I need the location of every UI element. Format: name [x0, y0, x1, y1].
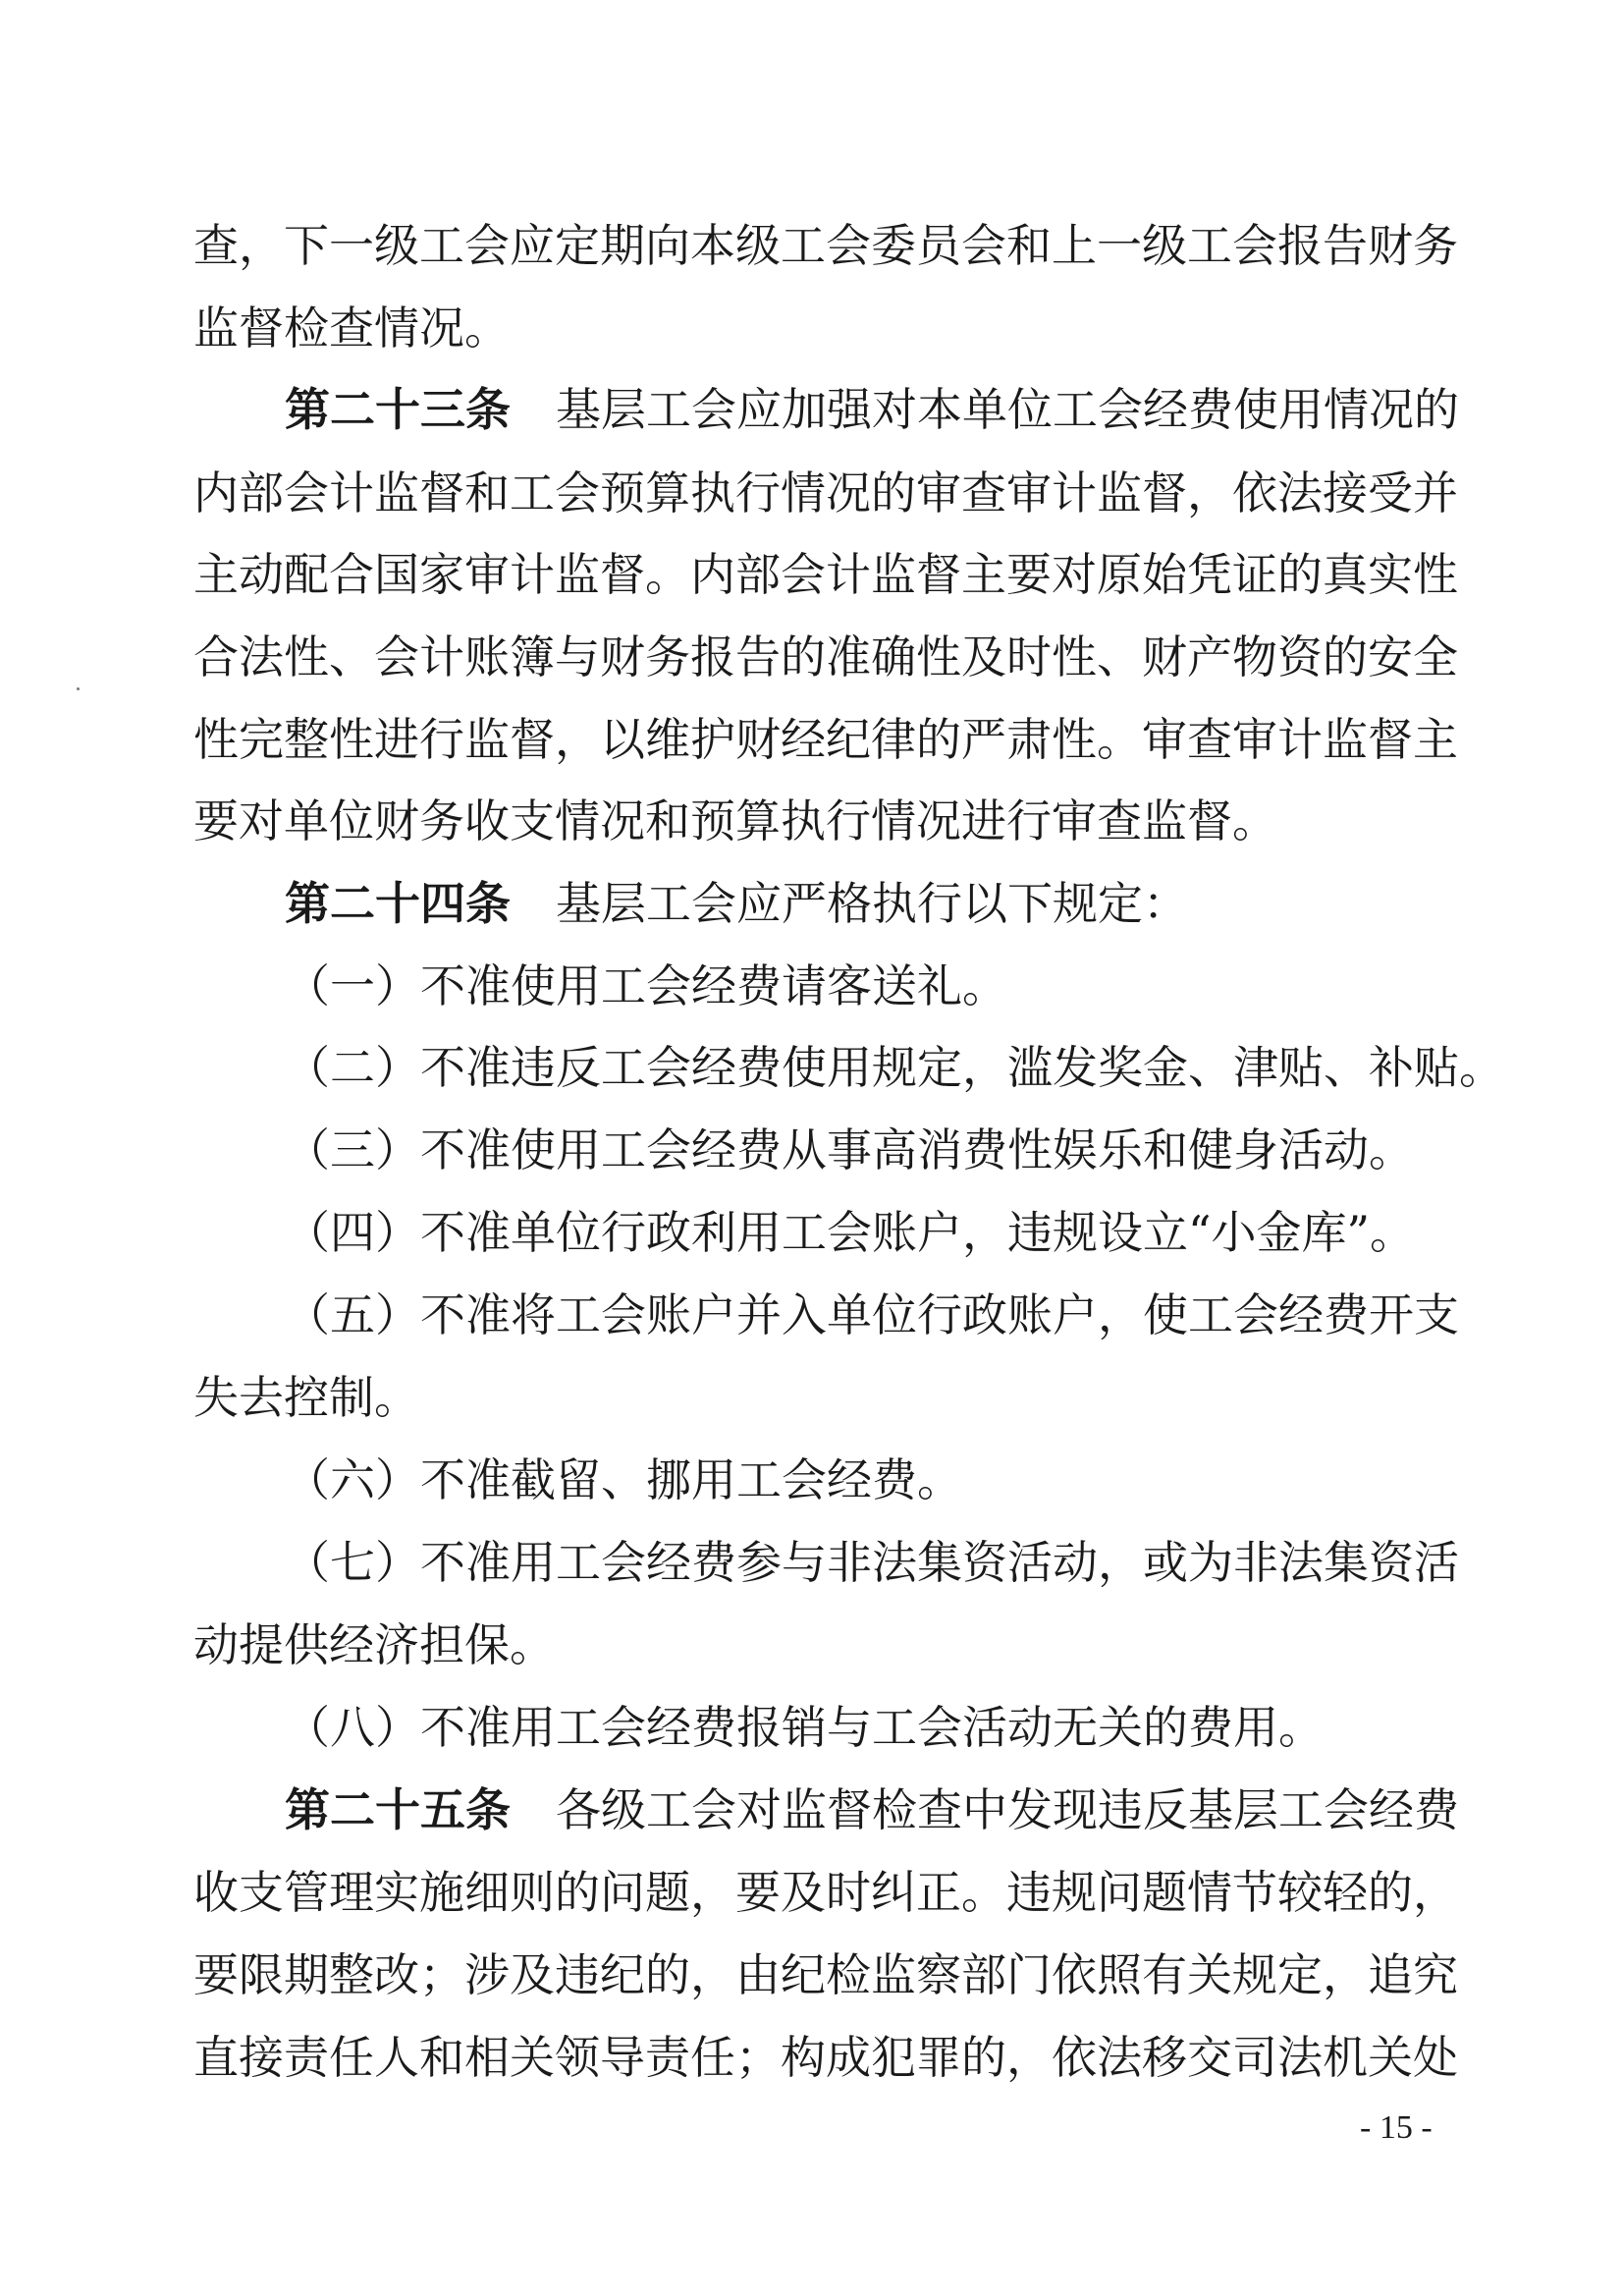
list-item — [285, 1535, 1459, 1590]
article-25-title: 第二十五条 — [285, 1783, 511, 1836]
text-line — [193, 712, 1458, 767]
text-line-content: （五）不准将工会账户并入单位行政账户，使工会经费开支 — [285, 1288, 1459, 1341]
text-line-content: （七）不准用工会经费参与非法集资活动，或为非法集资活 — [285, 1536, 1459, 1589]
text-line-content: 基层工会应严格执行以下规定： — [556, 877, 1188, 930]
text-line-content: （一）不准使用工会经费请客送礼。 — [285, 959, 1007, 1012]
text-line-content: 要限期整改；涉及违纪的，由纪检监察部门依照有关规定，追究 — [193, 1948, 1458, 2001]
text-line — [193, 1370, 1440, 1425]
text-line-content: 合法性、会计账簿与财务报告的准确性及时性、财产物资的安全 — [193, 630, 1458, 683]
text-line — [193, 1947, 1458, 2002]
article-25-heading-line — [285, 1782, 1459, 1837]
list-item — [285, 1205, 1440, 1260]
text-line — [193, 629, 1458, 684]
text-line-content: 失去控制。 — [193, 1371, 419, 1424]
text-line-content: 内部会计监督和工会预算执行情况的审查审计监督，依法接受并 — [193, 466, 1458, 519]
list-item — [285, 1700, 1440, 1755]
text-line-content: （八）不准用工会经费报销与工会活动无关的费用。 — [285, 1701, 1324, 1754]
article-23-heading-line — [285, 382, 1459, 437]
list-item — [285, 1287, 1459, 1342]
text-line — [193, 301, 1440, 355]
text-line-content: 各级工会对监督检查中发现违反基层工会经费 — [556, 1783, 1459, 1836]
article-24-heading-line — [285, 876, 1440, 931]
text-line-content: 要对单位财务收支情况和预算执行情况进行审查监督。 — [193, 794, 1277, 847]
text-line-content: （四）不准单位行政利用工会账户，违规设立“小金库”。 — [285, 1206, 1416, 1259]
text-line-content: （三）不准使用工会经费从事高消费性娱乐和健身活动。 — [285, 1123, 1414, 1176]
text-line — [193, 218, 1458, 273]
article-23-title: 第二十三条 — [285, 383, 511, 436]
page-number: - 15 - — [1360, 2109, 1433, 2146]
text-line-content: 收支管理实施细则的问题，要及时纠正。违规问题情节较轻的， — [193, 1866, 1458, 1919]
text-line — [193, 465, 1458, 520]
list-item — [285, 958, 1440, 1013]
text-line — [193, 1617, 1440, 1672]
text-line-content: 动提供经济担保。 — [193, 1618, 555, 1671]
text-line — [193, 2030, 1458, 2085]
text-line-content: 性完整性进行监督，以维护财经纪律的严肃性。审查审计监督主 — [193, 713, 1458, 766]
list-item — [285, 1122, 1440, 1177]
text-line-content: （六）不准截留、挪用工会经费。 — [285, 1453, 962, 1506]
text-line-content: 主动配合国家审计监督。内部会计监督主要对原始凭证的真实性 — [193, 548, 1458, 601]
list-item — [285, 1040, 1504, 1095]
text-line — [193, 547, 1458, 602]
list-item — [285, 1452, 1440, 1507]
text-line-content: 基层工会应加强对本单位工会经费使用情况的 — [556, 383, 1459, 436]
scan-speck — [77, 687, 80, 690]
text-line-content: 查，下一级工会应定期向本级工会委员会和上一级工会报告财务 — [193, 219, 1458, 272]
text-line — [193, 793, 1440, 848]
text-line-content: （二）不准违反工会经费使用规定，滥发奖金、津贴、补贴。 — [285, 1041, 1504, 1094]
text-line — [193, 1865, 1458, 1920]
text-line-content: 监督检查情况。 — [193, 301, 510, 355]
text-line-content: 直接责任人和相关领导责任；构成犯罪的，依法移交司法机关处 — [193, 2031, 1458, 2084]
article-24-title: 第二十四条 — [285, 877, 511, 930]
